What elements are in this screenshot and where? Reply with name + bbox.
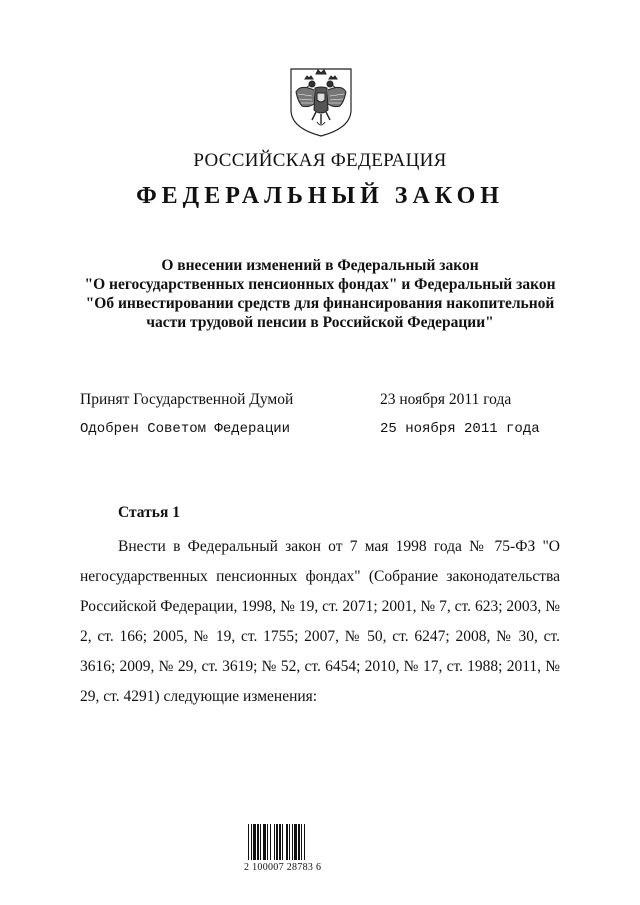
duma-adoption-date: 23 ноября 2011 года — [380, 391, 512, 408]
law-title-line: "О негосударственных пенсионных фондах" и Федеральный закон — [84, 276, 556, 293]
barcode-bar — [257, 824, 259, 860]
barcode-bar — [282, 824, 283, 860]
barcode-bar — [276, 824, 278, 860]
duma-adoption-label: Принят Государственной Думой — [80, 391, 294, 408]
barcode-bar — [292, 824, 293, 860]
barcode-bar — [248, 824, 249, 860]
law-title-line: О внесении изменений в Федеральный закон — [161, 257, 479, 274]
article-body — [80, 532, 560, 712]
law-title-line: "Об инвестировании средств для финансирования накопительной — [85, 295, 555, 312]
document-type-heading: ФЕДЕРАЛЬНЫЙ ЗАКОН — [136, 183, 504, 209]
law-title — [0, 256, 640, 332]
article-title: Статья 1 — [118, 504, 180, 521]
barcode-bar — [274, 824, 275, 860]
barcode-bar — [289, 824, 290, 860]
barcode-bar — [301, 824, 302, 860]
council-approval-date: 25 ноября 2011 года — [380, 421, 540, 437]
barcode — [248, 820, 332, 860]
barcode-bar — [298, 824, 300, 860]
law-title-line: части трудовой пенсии в Российской Федерации" — [146, 314, 494, 331]
article-paragraph: Внести в Федеральный закон от 7 мая 1998 года № 75-ФЗ "О негосударственных пенсионных фондах" (Собрание законодательства Российской Федерации, 1998, № 19, ст. 2071; 2001, № 7, ст. 623; 2003, № 2, ст. 166; 2005, № 19, ст. 1755; 2007, № 50, ст. 6247; 2008, № 30, ст. 3616; 2009, № 29, ст. 3619; № 52, ст. 6454; 2010, № 17, ст. 1988; 2011, № 29, ст. 4291) следующие изменения: — [80, 538, 560, 705]
barcode-bar — [253, 824, 256, 860]
country-heading: РОССИЙСКАЯ ФЕДЕРАЦИЯ — [193, 150, 447, 171]
barcode-bar — [286, 824, 288, 860]
barcode-bar — [304, 824, 305, 860]
barcode-bar — [263, 824, 266, 860]
barcode-bar — [251, 824, 252, 860]
council-approval-label: Одобрен Советом Федерации — [80, 421, 291, 437]
barcode-number: 2 100007 28783 6 — [244, 862, 322, 873]
barcode-bar — [270, 824, 271, 860]
barcode-bar — [267, 824, 268, 860]
barcode-bar — [260, 824, 261, 860]
barcode-bar — [279, 824, 281, 860]
barcode-bar — [294, 824, 297, 860]
russian-coat-of-arms-icon — [288, 66, 354, 138]
